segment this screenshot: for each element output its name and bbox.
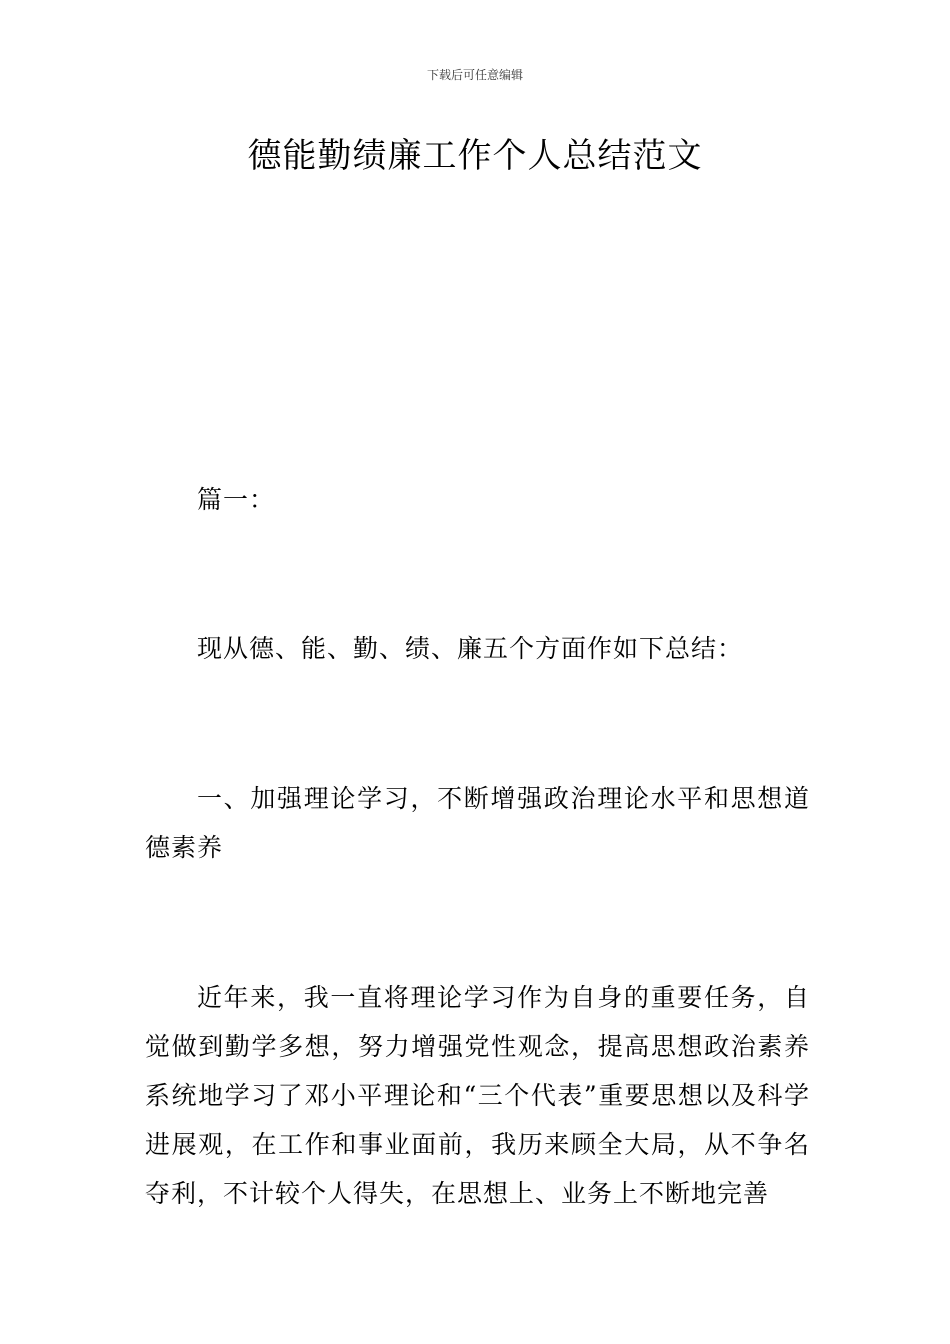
document-title: 德能勤绩廉工作个人总结范文 <box>247 136 703 176</box>
paragraph-intro: 现从德、能、勤、绩、廉五个方面作如下总结： <box>197 634 744 663</box>
header-note: 下载后可任意编辑 <box>426 68 523 82</box>
paragraph-heading-one: 一、加强理论学习，不断增强政治理论水平和思想道德素养 <box>145 784 810 862</box>
paragraph-section-label: 篇一： <box>197 485 276 514</box>
paragraph-body: 近年来，我一直将理论学习作为自身的重要任务，自觉做到勤学多想，努力增强党性观念，提高思想政治素养系统地学习了邓小平理论和“三个代表”重要思想以及科学进展观，在工作和事业面前，我历来顾全大局，从不争名夺利，不计较个人得失，在思想上、业务上不断地完善 <box>145 983 810 1208</box>
